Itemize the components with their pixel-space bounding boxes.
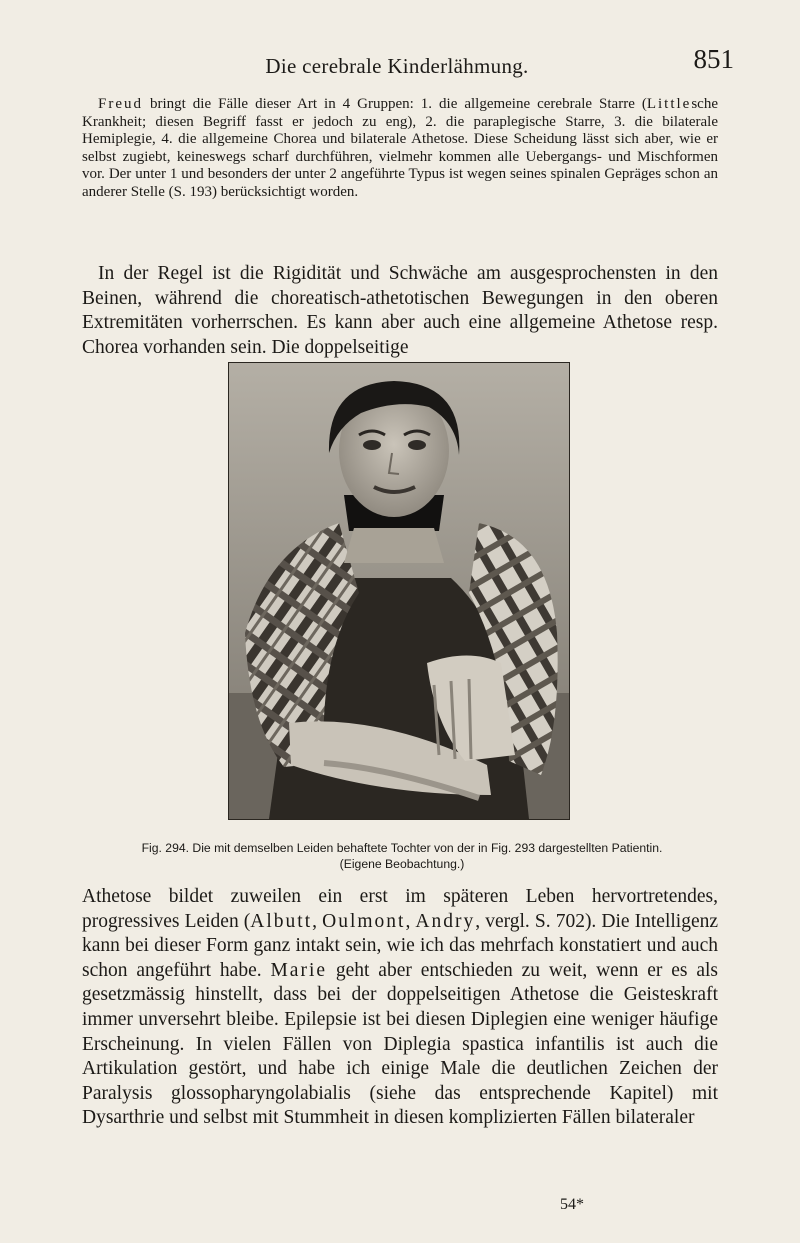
- author-name-freud: Freud: [98, 96, 143, 112]
- intro-text-part-1: bringt die Fälle dieser Art in 4 Gruppen: 1. die allgemeine cerebrale Starre (: [143, 96, 647, 112]
- body-paragraph-1: In der Regel ist die Rigidität und Schwäche am ausgesprochensten in den Beinen, während die choreatisch-athetotischen Bewegungen in den oberen Extremitäten vorherrschen. Es kann aber auch eine allgemeine Athetose resp. Chorea vorhanden sein. Die doppelseitige: [82, 263, 718, 358]
- author-name-marie: Marie: [270, 959, 328, 981]
- photo-of-girl: [229, 363, 569, 819]
- figure-photograph: [228, 362, 570, 820]
- running-head: [82, 44, 734, 80]
- signature-mark: 54*: [560, 1196, 584, 1213]
- para2-text-5: geht aber entschieden zu weit, wenn er es als gesetzmässig hinstellt, dass bei der doppelseitigen Athetose die Geisteskraft immer unversehrt bleibe. Epilepsie ist bei diesen Diplegien eine weniger häufige Erscheinung. In vielen Fällen von Diplegia spastica infantilis ist auch die Artikulation gestört, und habe ich einige Male die deutlichen Zeichen der Paralysis glossopharyngolabialis (siehe das entsprechende Kapitel) mit Dysarthrie und selbst mit Stummheit in diesen komplizierten Fällen bilateraler: [82, 959, 718, 1129]
- intro-paragraph: [82, 96, 718, 202]
- page-number: 851: [693, 44, 734, 74]
- author-name-little: Little: [646, 96, 692, 112]
- caption-line-2: (Eigene Beobachtung.): [339, 857, 465, 871]
- intro-text-part-2: sche Krankheit; diesen Begriff fasst er jedoch zu eng), 2. die paraplegische Starre, 3. die bilaterale Hemiplegie, 4. die allgemeine Chorea und bilaterale Athetose. Diese Scheidung lässt sich aber, wie er selbst zugiebt, keineswegs scharf durchführen, vielmehr kommen alle Uebergangs- und Mischformen vor. Der unter 1 und besonders der unter 2 angeführte Typus ist wegen seines spinalen Gepräges schon an anderer Stelle (S. 193) berücksichtigt worden.: [82, 96, 718, 200]
- running-title: Die cerebrale Kinderlähmung.: [265, 54, 529, 78]
- author-name-andry: Andry: [415, 910, 476, 932]
- author-name-albutt: Albutt: [250, 910, 313, 932]
- caption-line-1: Fig. 294. Die mit demselben Leiden behaftete Tochter von der in Fig. 293 dargestellten Patientin.: [141, 841, 663, 855]
- para2-text-4: , vergl. S. 702). Die Intelligenz kann bei dieser Form ganz intakt sein, wie ich das mehrfach konstatiert und auch schon angeführt habe.: [82, 910, 719, 981]
- para2-text-1: Athetose bildet zuweilen ein erst im späteren Leben hervortretendes, progressives Leiden (: [82, 886, 718, 932]
- para2-text-3: ,: [405, 910, 416, 932]
- para2-text-2: ,: [312, 910, 323, 932]
- author-name-oulmont: Oulmont: [322, 910, 406, 932]
- body-paragraph-2: [82, 885, 718, 1131]
- figure-caption: [92, 840, 712, 872]
